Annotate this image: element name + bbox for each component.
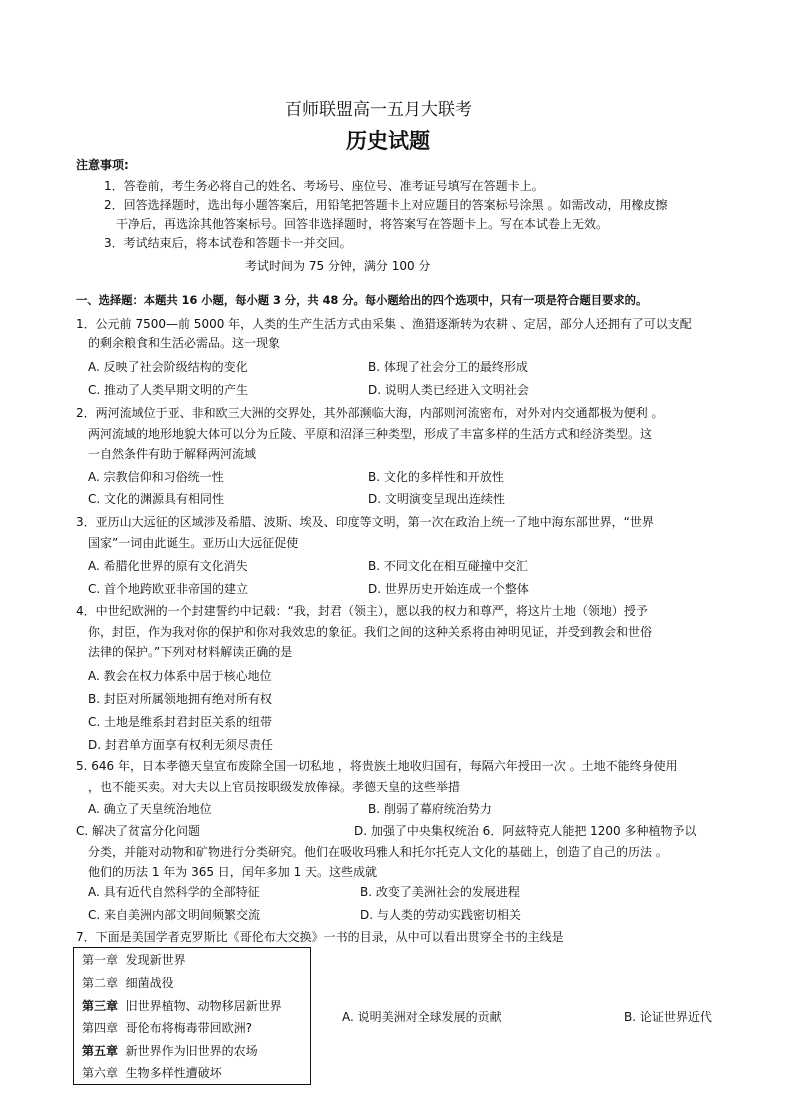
note-item: 2．回答选择题时，选出每小题答案后，用铅笔把答题卡上对应题目的答案标号涂黑 。如需改动，用橡皮擦 [104, 198, 668, 212]
page-subtitle: 历史试题 [346, 128, 430, 153]
question-4-stem: 4．中世纪欧洲的一个封建誓约中记载：“我，封君（领主），愿以我的权力和尊严，将这片土地（领地）授予 [76, 604, 648, 618]
option-d: D. 文明演变呈现出连续性 [368, 492, 505, 506]
question-2-stem: 一自然条件有助于解释两河流域 [88, 447, 257, 461]
toc-row [82, 997, 282, 1015]
question-3-stem: 国家”一词由此诞生。亚历山大远征促使 [88, 536, 299, 550]
note-item: 1．答卷前，考生务必将自己的姓名、考场号、座位号、准考证号填写在答题卡上。 [104, 179, 544, 193]
question-1-stem: 1．公元前 7500—前 5000 年，人类的生产生活方式由采集 、渔猎逐渐转为农耕 、定居，部分人还拥有了可以支配 [76, 317, 692, 331]
option-a: A. 确立了天皇统治地位 [88, 802, 212, 816]
toc-row [82, 974, 174, 992]
toc-title: 生物多样性遭破坏 [125, 1066, 222, 1080]
table-of-contents-box [73, 947, 311, 1085]
exam-time: 考试时间为 75 分钟，满分 100 分 [245, 259, 431, 273]
option-a: A. 说明美洲对全球发展的贡献 [342, 1010, 502, 1024]
option-a: A. 宗教信仰和习俗统一性 [88, 470, 224, 484]
option-a: A. 反映了社会阶级结构的变化 [88, 360, 248, 374]
toc-row [82, 1064, 222, 1082]
option-b: B. 论证世界近代 [624, 1010, 712, 1024]
toc-chapter: 第二章 [82, 976, 119, 990]
option-c: C. 推动了人类早期文明的产生 [88, 383, 249, 397]
question-3-stem: 3．亚历山大远征的区域涉及希腊、波斯、埃及、印度等文明，第一次在政治上统一了地中海东部世界，“世界 [76, 515, 654, 529]
option-d: D. 说明人类已经进入文明社会 [368, 383, 529, 397]
toc-row [82, 1019, 252, 1037]
option-d: D. 世界历史开始连成一个整体 [368, 582, 529, 596]
toc-chapter: 第三章 [82, 999, 119, 1013]
question-4-stem: 你，封臣，作为我对你的保护和你对我效忠的象征。我们之间的这种关系将由神明见证，并受到教会和世俗 [88, 625, 653, 639]
toc-title: 旧世界植物、动物移居新世界 [125, 999, 282, 1013]
notes-heading: 注意事项: [76, 158, 129, 172]
option-d: D. 封君单方面享有权利无须尽责任 [88, 738, 273, 752]
toc-title: 新世界作为旧世界的农场 [125, 1044, 258, 1058]
option-b: B. 不同文化在相互碰撞中交汇 [368, 559, 528, 573]
question-7-stem: 7．下面是美国学者克罗斯比《哥伦布大交换》一书的目录，从中可以看出贯穿全书的主线是 [76, 930, 564, 944]
question-2-stem: 2．两河流域位于亚、非和欧三大洲的交界处，其外部濒临大海，内部则河流密布，对外对内交通都极为便利 。 [76, 406, 664, 420]
note-item: 3．考试结束后，将本试卷和答题卡一并交回。 [104, 236, 352, 250]
option-d: D. 与人类的劳动实践密切相关 [360, 908, 521, 922]
toc-row [82, 1042, 258, 1060]
option-b: B. 文化的多样性和开放性 [368, 470, 504, 484]
option-a: A. 教会在权力体系中居于核心地位 [88, 669, 272, 683]
option-d-and-question-6-stem: D. 加强了中央集权统治 6．阿兹特克人能把 1200 多种植物予以 [354, 824, 697, 838]
toc-title: 发现新世界 [125, 953, 186, 967]
option-b: B. 削弱了幕府统治势力 [368, 802, 492, 816]
option-a: A. 具有近代自然科学的全部特征 [88, 885, 260, 899]
question-5-stem: ，也不能买卖。对大夫以上官员按职级发放俸禄。孝德天皇的这些举措 [88, 780, 461, 794]
option-c: C. 来自美洲内部文明间频繁交流 [88, 908, 261, 922]
section-heading: 一、选择题：本题共 16 小题，每小题 3 分，共 48 分。每小题给出的四个选项中，只有一项是符合题目要求的。 [76, 294, 648, 307]
toc-chapter: 第五章 [82, 1044, 119, 1058]
page-title: 百师联盟高一五月大联考 [285, 100, 472, 120]
option-b: B. 封臣对所属领地拥有绝对所有权 [88, 692, 272, 706]
question-4-stem: 法律的保护。”下列对材料解读正确的是 [88, 645, 293, 659]
question-5-stem: 5. 646 年，日本孝德天皇宣布废除全国一切私地 ，将贵族土地收归国有，每隔六年授田一次 。土地不能终身使用 [76, 759, 678, 773]
question-6-stem: 他们的历法 1 年为 365 日，闰年多加 1 天。这些成就 [88, 865, 378, 879]
option-a: A. 希腊化世界的原有文化消失 [88, 559, 248, 573]
question-2-stem: 两河流域的地形地貌大体可以分为丘陵、平原和沼泽三种类型，形成了丰富多样的生活方式和经济类型。这 [88, 427, 653, 441]
note-item: 干净后，再选涂其他答案标号。回答非选择题时，将答案写在答题卡上。写在本试卷上无效。 [116, 217, 609, 231]
option-b: B. 改变了美洲社会的发展进程 [360, 885, 520, 899]
toc-chapter: 第六章 [82, 1066, 119, 1080]
option-c: C. 文化的渊源具有相同性 [88, 492, 225, 506]
toc-title: 哥伦布将梅毒带回欧洲? [125, 1021, 253, 1035]
option-c: C. 土地是维系封君封臣关系的纽带 [88, 715, 273, 729]
option-c: C. 首个地跨欧亚非帝国的建立 [88, 582, 249, 596]
toc-chapter: 第四章 [82, 1021, 119, 1035]
toc-title: 细菌战役 [125, 976, 174, 990]
question-1-stem: 的剩余粮食和生活必需品。这一现象 [88, 336, 281, 350]
option-c: C. 解决了贫富分化问题 [76, 824, 201, 838]
question-6-stem: 分类，并能对动物和矿物进行分类研究。他们在吸收玛雅人和托尔托克人文化的基础上，创造了自己的历法 。 [88, 845, 668, 859]
option-b: B. 体现了社会分工的最终形成 [368, 360, 528, 374]
toc-chapter: 第一章 [82, 953, 119, 967]
toc-row [82, 951, 186, 969]
